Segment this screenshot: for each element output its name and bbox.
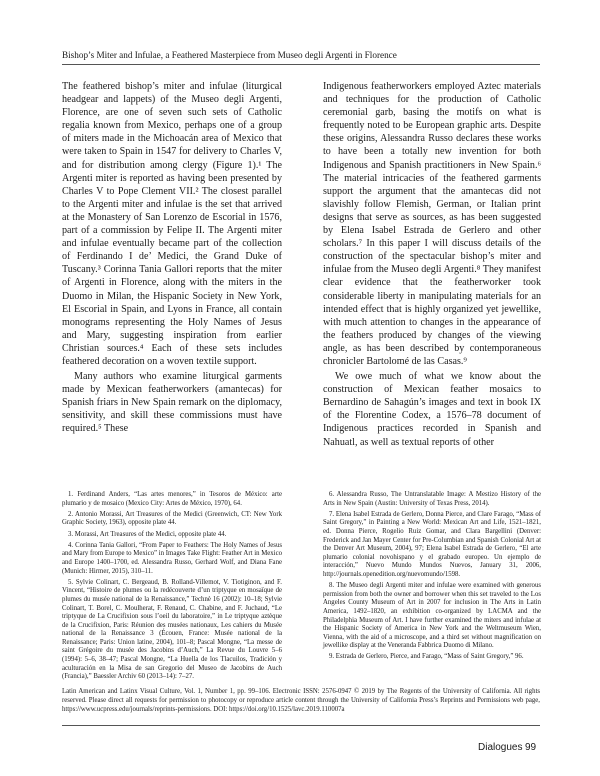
footnote: 4. Corinna Tania Gallori, “From Paper to Feathers: The Holy Names of Jesus and Mary from Europe to Mexico” in Images Take Flight: Feather Art in Mexico and Europe 1400–1700, ed. Alessandra Russo, Gerhard Wolf, and Diana Fane (Munich: Hirmer, 2015), 310–11. (62, 541, 282, 575)
header-rule (62, 64, 540, 65)
footnote: 9. Estrada de Gerlero, Pierce, and Farago, “Mass of Saint Gregory,” 96. (329, 653, 524, 661)
footnote: 5. Sylvie Colinart, C. Bergeaud, B. Rolland-Villemot, V. Tiotiginon, and F. Vincent, “Histoire de plumes ou la redécouverte d’un triptyque en mosaïque de plumes du musée national de la Renaissance,” Technè 16 (2002): 10–18; Sylvie Colinart, T. Borel, C. Moulherat, F. Renaud, C. Chabine, and F. Juchaud, “Le triptyque de La Crucifixion sous l’oeil du laboratoire,” in Le triptyque aztèque de la Crucifixion, Paris: Réunion des musées nationaux, Les cahiers du Musée national de la Renaissance 3 (Écouen, France: Musée national de la Renaissance; Paris: Union latine, 2004), 101–8; Pascal Mongne, “La messe de saint Grégoire du musée des Jacobins d’Auch,” La Revue du Louvre 5–6 (1994): 5–6, 38–47; Pascal Mongne, “La Huella de los Tlacuilos, Tradición y aculturación en la Misa de san Gregorio del Museo de Jacobins de Auch (Francia),” Baessler Archiv 60 (2013–14): 7–27. (62, 578, 282, 681)
running-head: Bishop’s Miter and Infulae, a Feathered Masterpiece from Museo degli Argenti in Florence (62, 50, 397, 60)
footnote: 7. Elena Isabel Estrada de Gerlero, Donna Pierce, and Clare Farago, “Mass of Saint Gregory,” in Painting a New World: Mexican Art and Life, 1521–1821, ed. Donna Pierce, Rogelio Ruiz Gomar, and Clara Bargellini (Denver: Frederick and Jan Mayer Center for Pre-Columbian and Spanish Colonial Art at the Denver Art Museum, 2004), 97; Elena Isabel Estrada de Gerlero, “El arte plumario colonial novohispano y el grabado europeo. Un ejemplo de interacción,” Nuevo Mundo Mundos Nuevos, January 31, 2006, http://journals.openedition.org/nuevomundo/1598. (323, 510, 541, 578)
footnote: 8. The Museo degli Argenti miter and infulae were examined with generous permission from both the owner and borrower when this set traveled to the Los Angeles County Museum of Art in 2007 for inclusion in The Arts in Latin America, 1492–1820, an exhibition co-organized by LACMA and the Philadelphia Museum of Art. I have further examined the miters and infulae at the Hispanic Society of America in New York and the Weltmuseum Wien, Vienna, with the aid of a microscope, and a third set without magnification on jewellike display at the Veneranda Fabbrica Duomo di Milano. (323, 582, 541, 650)
footnote: 1. Ferdinand Anders, “Las artes menores,” in Tesoros de México: arte plumario y de mosaico (Mexico City: Artes de México, 1970), 64. (62, 491, 282, 507)
body-paragraph: Indigenous featherworkers employed Aztec materials and techniques for the production of Catholic ceremonial garb, basing the motifs on what is frequently noted to be European graphic arts. Despite these origins, Alessandra Russo declares these works to have been a totally new invention for both Indigenous and Spanish practitioners in New Spain.⁶ The material intricacies of the feathered garments support the argument that the amantecas did not slavishly follow Flemish, German, or Italian print designs that serve as sources, as has been suggested by Elena Isabel Estrada de Gerlero and other scholars.⁷ In this paper I will discuss details of the construction of the spectacular bishop’s miter and infulae from the Museo degli Argenti.⁸ They manifest clear evidence that the featherworker took considerable liberty in manipulating materials for an intended effect that is highly organized yet jewellike, with much attention to changes in the appearance of the feathers produced by changes of the viewing angle, as has been described by contemporaneous chronicler Bartolomé de las Casas.⁹ (323, 81, 541, 367)
body-paragraph: Many authors who examine liturgical garments made by Mexican featherworkers (amantecas) for Spanish friars in New Spain remark on the diplomacy, sensitivity, and skill these commissions must have required.⁵ These (62, 371, 282, 435)
body-column-right (323, 80, 541, 449)
footnote: 3. Morassi, Art Treasures of the Medici, opposite plate 44. (68, 530, 227, 538)
footer-section-name: Dialogues (478, 742, 523, 753)
copyright-notice: Latin American and Latinx Visual Culture, Vol. 1, Number 1, pp. 99–106. Electronic ISSN: 2576-0947 © 2019 by The Regents of the University of California. All rights reserved. Please direct all requests for permission to photocopy or reproduce article content through the University of California Press’s Reprints and Permissions web page, https://www.ucpress.edu/journals/reprints-permissions. DOI: https://doi.org/10.1525/lavc.2019.110007a (62, 688, 540, 713)
footnotes-left (62, 491, 282, 684)
body-column-left (62, 80, 282, 436)
footnotes-right (323, 491, 541, 665)
footer-rule (62, 725, 540, 726)
page-number: 99 (525, 742, 537, 753)
body-paragraph: We owe much of what we know about the construction of Mexican feather mosaics to Bernardino de Sahagún’s images and text in book IX of the Florentine Codex, a 1576–78 document of Indigenous practices recorded in Spanish and Nahuatl, as well as textual reports of other (323, 371, 541, 448)
body-paragraph: The feathered bishop’s miter and infulae (liturgical headgear and lappets) of the Museo degli Argenti, Florence, are one of seven such sets of Catholic regalia known from Mexico, perhaps one of a group of miters made in the Michoacán area of Mexico that were taken to Spain in 1547 for delivery to Charles V, and for distribution among clergy (Figure 1).¹ The Argenti miter is reported as having been presented by Charles V to Pope Clement VII.² The closest parallel to the Argenti miter and infulae is the set that arrived at the Monastery of San Lorenzo de Escorial in 1576, part of a commission by Felipe II. The Argenti miter and infulae eventually became part of the collection of Ferdinando I de’ Medici, the Grand Duke of Tuscany.³ Corinna Tania Gallori reports that the miter of Argenti in Florence, along with the miters in the Duomo in Milan, the Hispanic Society in New York, El Escorial in Spain, and Lyons in France, all contain monograms representing the Holy Names of Jesus and Mary, suggesting inspiration from earlier Christian sources.⁴ Each of these sets includes feathered decoration on a woven textile support. (62, 81, 282, 367)
footnote: 6. Alessandra Russo, The Untranslatable Image: A Mestizo History of the Arts in New Spain (Austin: University of Texas Press, 2014). (323, 491, 541, 507)
footnote: 2. Antonio Morassi, Art Treasures of the Medici (Greenwich, CT: New York Graphic Society, 1963), opposite plate 44. (62, 510, 282, 527)
